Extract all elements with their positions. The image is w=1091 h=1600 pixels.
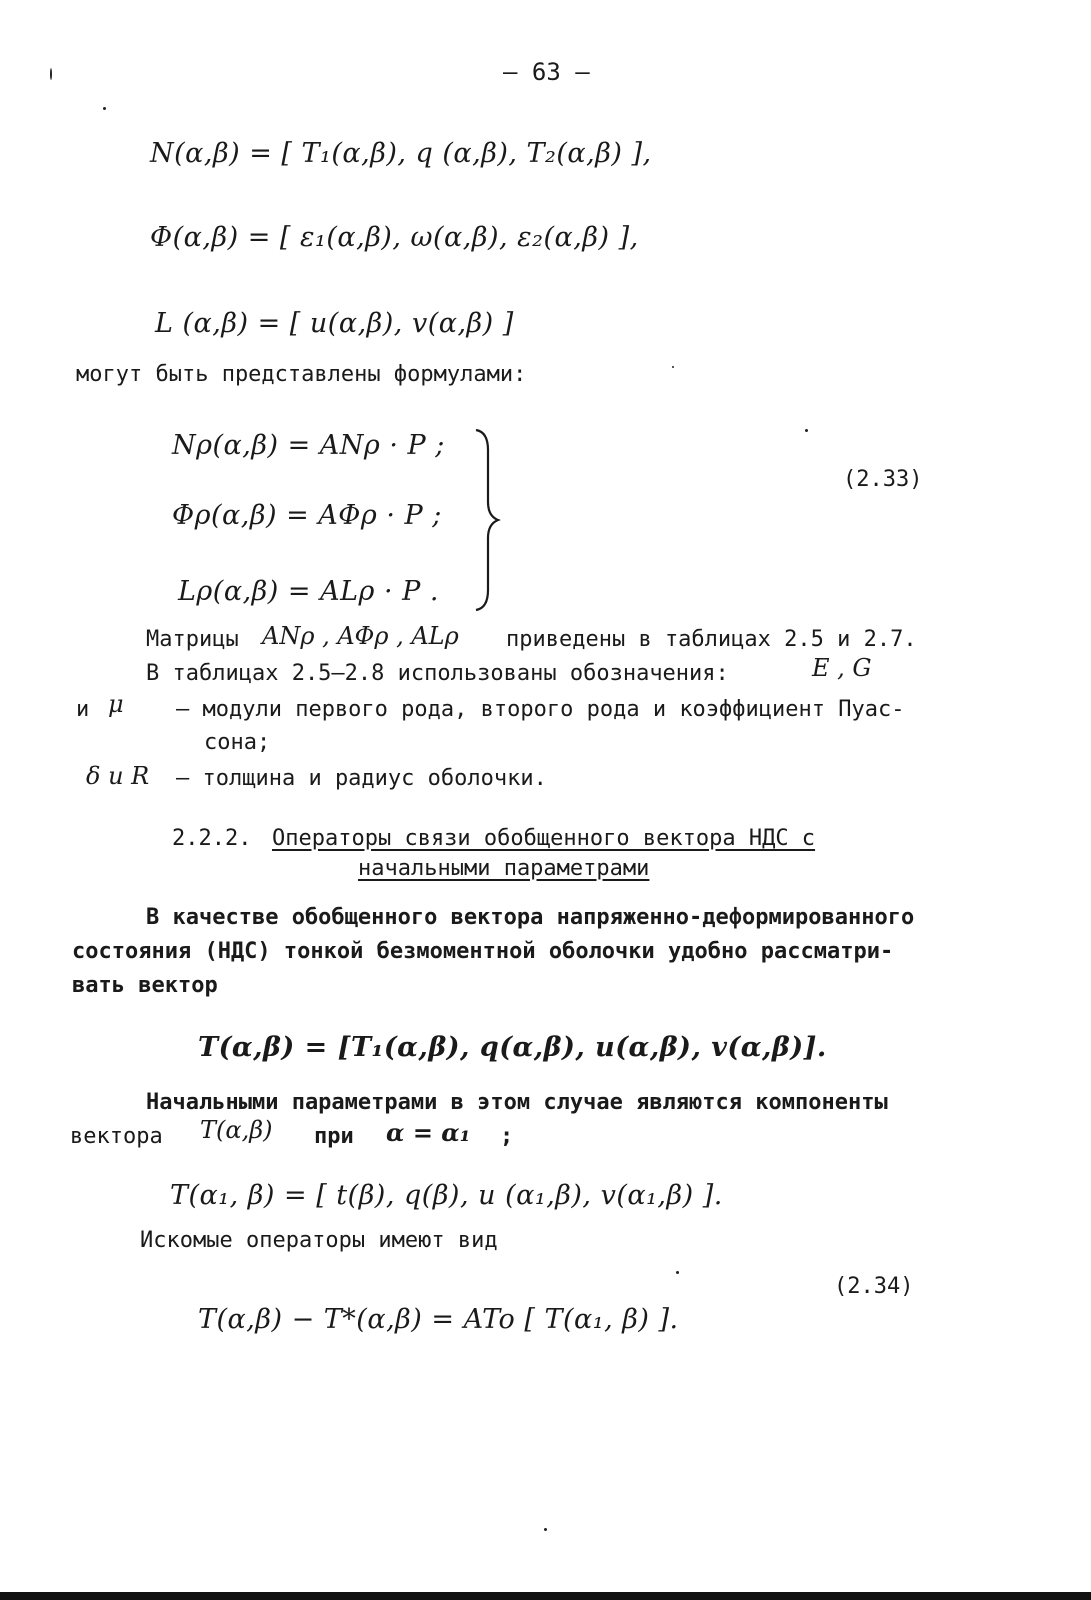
scan-speck — [805, 429, 808, 432]
formula-N: N(α,β) = [ T₁(α,β), q (α,β), T₂(α,β) ], — [150, 138, 652, 169]
init-params-line-1: Начальными параметрами в этом случае являются компоненты — [146, 1090, 888, 1115]
system-line-1: Nρ(α,β) = ANρ · P ; — [172, 430, 445, 461]
scan-speck — [672, 366, 674, 368]
paragraph-line-3: вать вектор — [72, 973, 218, 998]
scan-bottom-edge — [0, 1592, 1091, 1600]
formula-T: T(α,β) = [T₁(α,β), q(α,β), u(α,β), v(α,β)]. — [198, 1032, 827, 1063]
section-number: 2.2.2. — [172, 826, 252, 851]
paragraph-line-1: В качестве обобщенного вектора напряженно-деформированного — [146, 905, 915, 930]
formula-operator: T(α,β) − T*(α,β) = ATo [ T(α₁, β) ]. — [198, 1304, 679, 1335]
scan-speck — [103, 107, 106, 110]
notation-line-4: – толщина и радиус оболочки. — [176, 766, 547, 791]
formula-L: L (α,β) = [ u(α,β), v(α,β) ] — [155, 308, 514, 339]
section-title-line-2: начальными параметрами — [358, 856, 650, 881]
matrices-suffix: приведены в таблицах 2.5 и 2.7. — [506, 627, 917, 652]
notation-line-2: – модули первого рода, второго рода и коэффициент Пуас- — [176, 697, 905, 722]
matrices-symbols: ANρ , AΦρ , ALρ — [262, 622, 459, 650]
operators-text: Искомые операторы имеют вид — [140, 1228, 498, 1253]
scan-speck — [544, 1528, 547, 1531]
formula-Phi: Φ(α,β) = [ ε₁(α,β), ω(α,β), ε₂(α,β) ], — [150, 222, 639, 253]
init-params-mid: при — [314, 1124, 354, 1149]
init-params-condition: α = α₁ — [386, 1118, 471, 1147]
notation-line-1: В таблицах 2.5–2.8 использованы обозначения: — [146, 661, 729, 686]
paragraph-line-2: состояния (НДС) тонкой безмоментной оболочки удобно рассматри- — [72, 939, 894, 964]
matrices-prefix: Матрицы — [146, 627, 239, 652]
notation-symbol-mu: μ — [108, 690, 124, 718]
init-params-formula: T(α,β) — [200, 1116, 273, 1144]
init-params-end: ; — [500, 1124, 514, 1149]
init-params-prefix: вектора — [70, 1124, 163, 1149]
equation-number-2-33: (2.33) — [843, 467, 923, 492]
notation-and: и — [76, 697, 90, 722]
section-title-line-1: Операторы связи обобщенного вектора НДС с — [272, 826, 816, 851]
equation-number-2-34: (2.34) — [834, 1274, 914, 1299]
scan-speck — [676, 1271, 679, 1274]
notation-line-3: сона; — [204, 730, 271, 755]
page-number: – 63 – — [503, 58, 590, 86]
system-line-3: Lρ(α,β) = ALρ · P . — [178, 576, 439, 607]
formula-T1: T(α₁, β) = [ t(β), q(β), u (α₁,β), v(α₁,β) ]. — [170, 1180, 723, 1211]
scan-speck — [50, 68, 52, 80]
right-brace — [470, 428, 506, 612]
system-line-2: Φρ(α,β) = AΦρ · P ; — [172, 500, 442, 531]
notation-symbols-delta-R: δ и R — [86, 762, 150, 790]
notation-symbols-E-G: E , G — [812, 654, 872, 682]
intro-text: могут быть представлены формулами: — [76, 362, 527, 387]
